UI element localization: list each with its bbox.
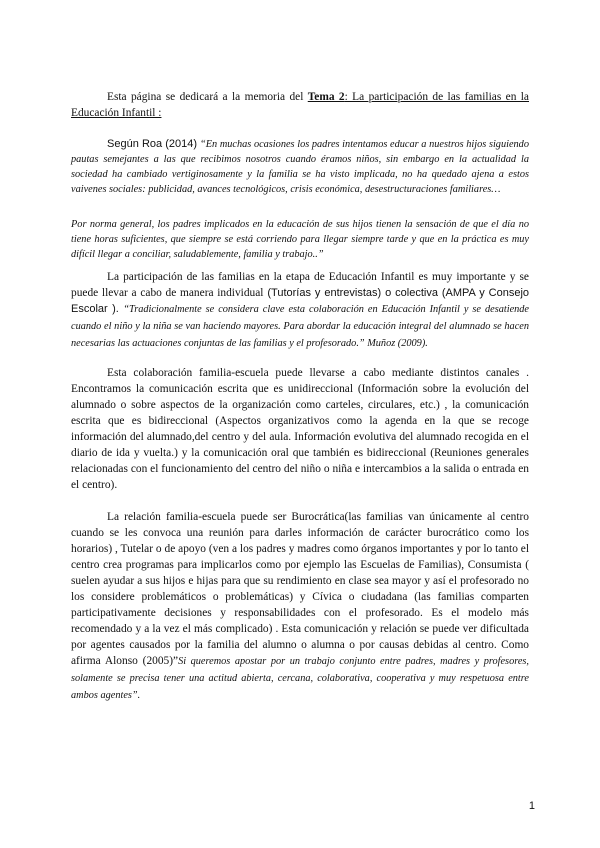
page-number: 1 [528, 800, 535, 812]
roa-paragraph [71, 137, 529, 197]
participation-types: (Tutorías y entrevistas) o colectiva (AMPA y Consejo Escolar ). [71, 287, 529, 315]
intro-paragraph [71, 89, 529, 121]
munoz-quote: “Tradicionalmente se considera clave esta colaboración en Educación Infantil y se desatiende cuando el niño y la niña se van haciendo mayores. Para abordar la educación integral del alumnado se hacen necesarias las actuaciones conjuntas de las familias y el profesorado.” Muñoz (2009). [71, 304, 530, 349]
relation-text: La relación familia-escuela puede ser Burocrática(las familias van únicamente al centro cuando se les convoca una reunión para darles información de carácter burocrático como los horarios) , Tutelar o de apoyo (ven a los padres y madres como órganos importantes y por lo tanto el centro crea programas para implicarlos como por ejemplo las Escuelas de Familias), Consumista ( suelen ayudar a sus hijos e hijas para que su rendimiento en clase sea mayor y así el profesorado no los considere problemáticos o problemáticas) y Cívica o ciudadana (las familias comparten participativamente decisiones y responsabilidades con el profesorado. Es el modelo más recomendado y a la vez el más complicado) . Esta comunicación y relación se puede ver dificultada por agentes causados por la familia del alumno o alumna o por causas debidas al centro. Como afirma Alonso (2005)” [71, 511, 529, 667]
tema-title: : La participación de las familias en la Educación Infantil : [71, 91, 529, 119]
participation-text: La participación de las familias en la etapa de Educación Infantil es muy importante y se puede llevar a cabo de manera individual [71, 271, 529, 299]
intro-text: Esta página se dedicará a la memoria del [107, 91, 308, 103]
roa-quote: “En muchas ocasiones los padres intentamos educar a nuestros hijos siguiendo pautas semejantes a las que recibimos nosotros cuando éramos niños, sin embargo en la actualidad la sociedad ha cambiado vertiginosamente y la familia se ha visto implicada, no ha quedado ajena a estos vaivenes sociales: publicidad, avances tecnológicos, crisis económica, desestructuraciones familiares… [71, 139, 529, 195]
alonso-quote: Si queremos apostar por un trabajo conjunto entre padres, madres y profesores, solamente se precisa tener una actitud abierta, cercana, colaborativa, cooperativa y muy respetuosa entre ambos agentes”. [71, 656, 529, 701]
participation-paragraph [71, 269, 529, 352]
relation-paragraph [71, 509, 529, 704]
collaboration-paragraph: Esta colaboración familia-escuela puede llevarse a cabo mediante distintos canales . Encontramos la comunicación escrita que es unidireccional (Información sobre la evolución del alumnado o sobre aspectos de la organización como carteles, circulares, etc.) , la comunicación escrita que es bidireccional (Aspectos organizativos como la agenda en la que se recoge información del alumnado,del centro y del aula. Información evolutiva del alumnado recogida en el diario de ida y vuelta.) y la comunicación oral que también es bidireccional (Reuniones generales relacionadas con el funcionamiento del centro del niño o niña e intercambios a la salida o entrada en el centro). [71, 367, 529, 491]
tema-label: Tema 2 [307, 91, 345, 103]
roa-citation: Según Roa (2014) [107, 138, 198, 150]
quote-paragraph: Por norma general, los padres implicados en la educación de sus hijos tienen la sensación de que el día no tiene horas suficientes, que siempre se está corriendo para llegar siempre tarde y que en la práctica es muy difícil llegar a conciliar, saludablemente, familia y trabajo..” [71, 219, 529, 260]
